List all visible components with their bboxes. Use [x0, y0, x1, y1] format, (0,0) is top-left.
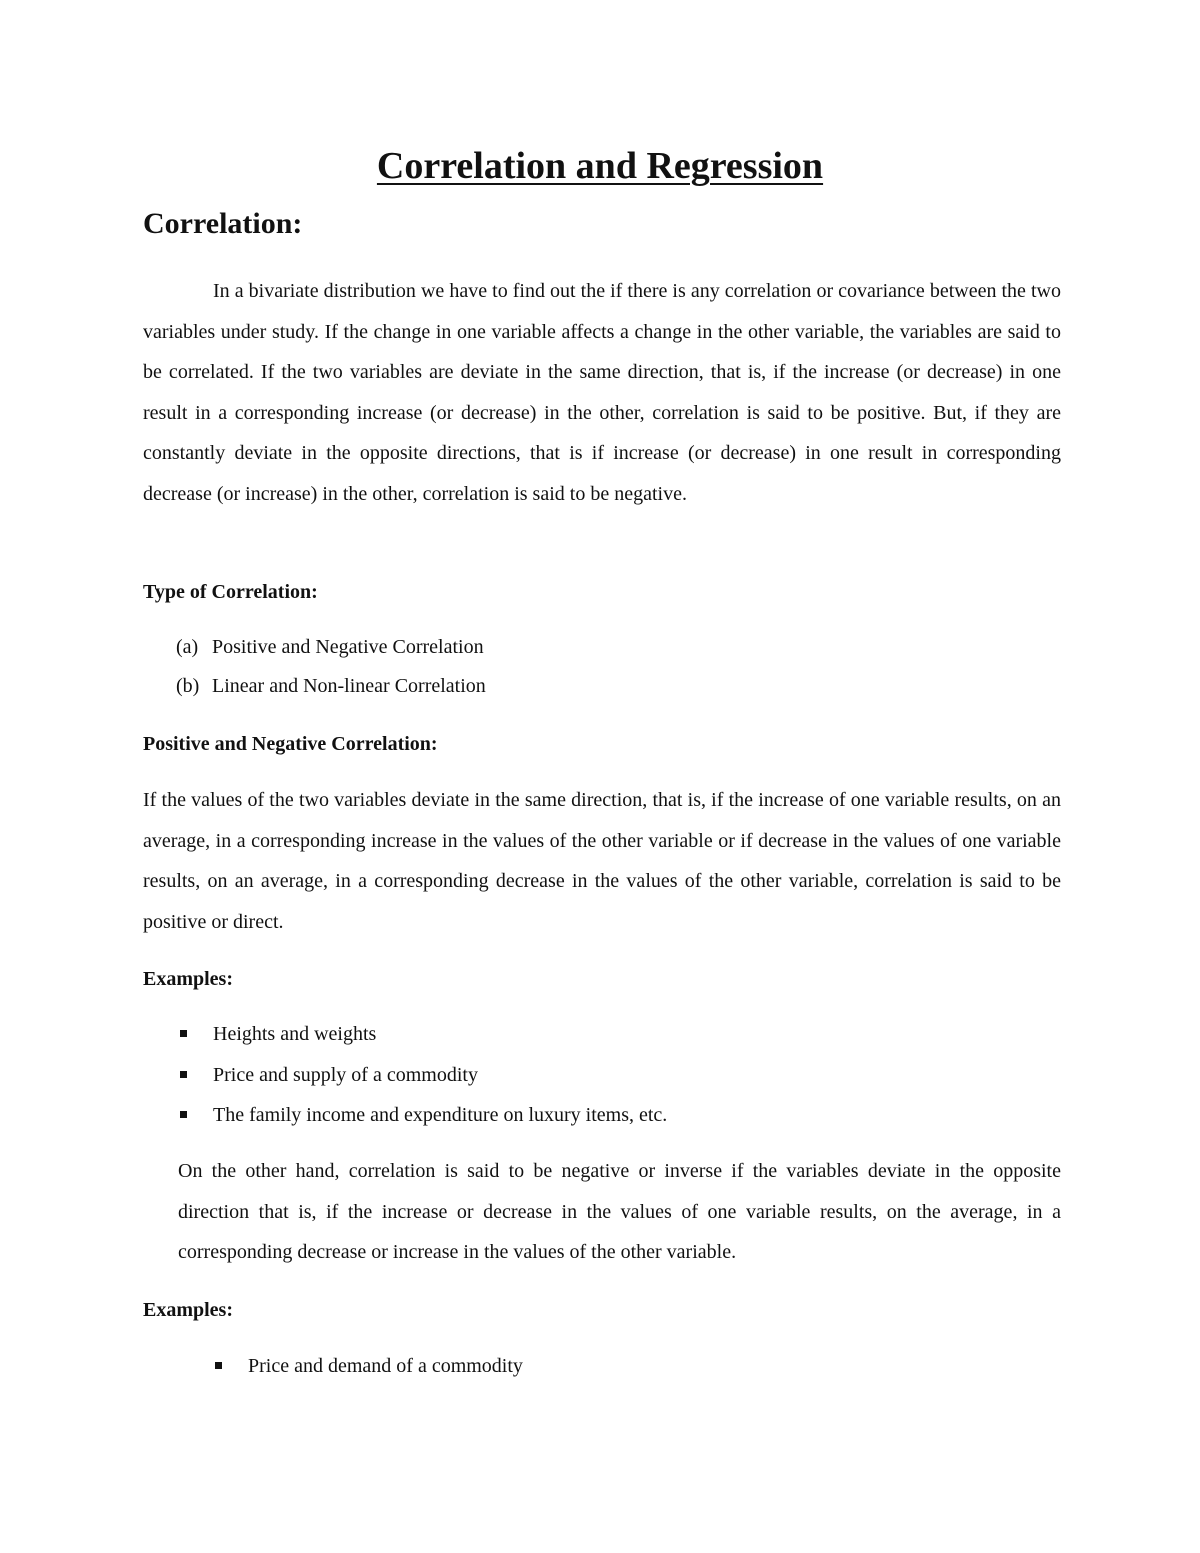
- section-heading-correlation: Correlation:: [143, 207, 303, 240]
- list-item: [178, 1055, 667, 1096]
- list-item-text: Price and demand of a commodity: [248, 1355, 523, 1377]
- intro-paragraph: In a bivariate distribution we have to find out the if there is any correlation or covariance between the two variables under study. If the change in one variable affects a change in the other variable, the variables are said to be correlated. If the two variables are deviate in the same direction, that is, if the increase (or decrease) in one result in a corresponding increase (or decrease) in the other, correlation is said to be positive. But, if they are constantly deviate in the opposite directions, that is if increase (or decrease) in one result in corresponding decrease (or increase) in the other, correlation is said to be negative.: [143, 280, 1061, 505]
- list-item-text: Linear and Non-linear Correlation: [212, 675, 486, 697]
- types-list: [176, 628, 486, 706]
- list-marker: (b): [176, 675, 200, 697]
- page-title: Correlation and Regression: [376, 145, 824, 187]
- square-bullet-icon: [215, 1362, 222, 1369]
- list-item-text: Price and supply of a commodity: [213, 1063, 478, 1086]
- list-item-text: The family income and expenditure on luxury items, etc.: [213, 1104, 668, 1126]
- square-bullet-icon: [180, 1030, 187, 1037]
- list-item-text: Positive and Negative Correlation: [212, 636, 484, 658]
- list-item-text: Heights and weights: [213, 1023, 377, 1045]
- positive-negative-heading: Positive and Negative Correlation:: [143, 733, 438, 755]
- square-bullet-icon: [180, 1111, 187, 1118]
- list-item: [213, 1346, 523, 1387]
- list-marker: (a): [176, 636, 199, 658]
- list-item: [178, 1095, 667, 1136]
- negative-examples-list: [213, 1346, 523, 1387]
- positive-paragraph: If the values of the two variables deviate in the same direction, that is, if the increase of one variable results, on an average, in a corresponding increase in the values of the other variable or if decrease in the values of one variable results, on an average, in a corresponding decrease in the values of the other variable, correlation is said to be positive or direct.: [143, 789, 1061, 933]
- negative-paragraph: On the other hand, correlation is said to be negative or inverse if the variables deviate in the opposite direction that is, if the increase or decrease in the values of one variable results, on the average, in a corresponding decrease or increase in the values of the other variable.: [178, 1160, 1061, 1264]
- positive-examples-list: [178, 1014, 667, 1136]
- list-item: [178, 1014, 667, 1055]
- list-item: [176, 628, 486, 667]
- square-bullet-icon: [180, 1071, 187, 1078]
- examples-heading-negative: Examples:: [143, 1299, 233, 1321]
- list-item: [176, 667, 486, 706]
- types-heading: Type of Correlation:: [143, 581, 318, 603]
- examples-heading-positive: Examples:: [143, 968, 233, 990]
